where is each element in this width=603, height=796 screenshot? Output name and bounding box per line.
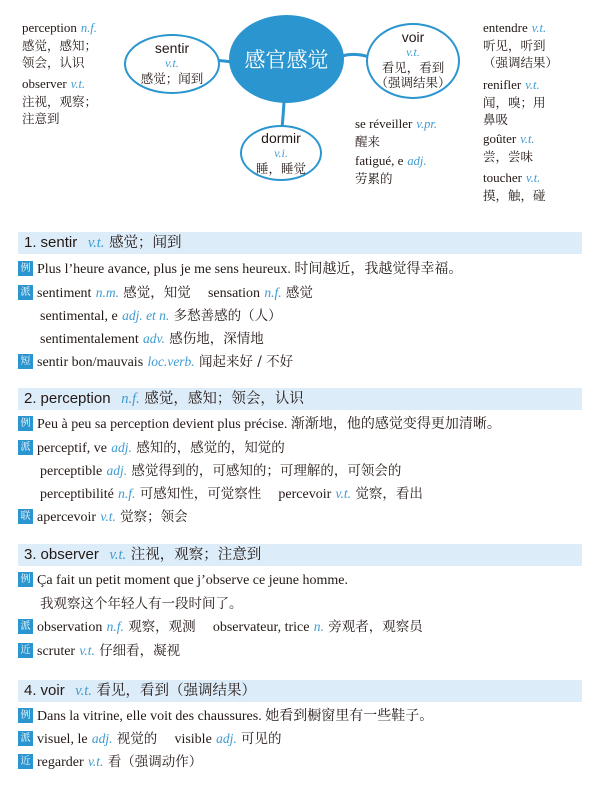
entry-word: perceptibilité [40, 487, 114, 502]
related-tag: 联 [18, 509, 33, 524]
entry-meaning: 感伤地，深情地 [169, 331, 264, 347]
note-meaning: 劳累的 [355, 171, 393, 186]
entry-word: visuel, le [37, 732, 88, 747]
derivative-line [18, 461, 603, 482]
derivative-line [18, 729, 598, 750]
note-se-reveiller [355, 115, 437, 150]
note-renifler [483, 76, 546, 128]
entry-pos: adj. [91, 731, 113, 746]
note-meaning: 醒来 [355, 134, 381, 149]
entry-meaning: 视觉的 [116, 731, 158, 747]
derivative-line [18, 306, 603, 327]
note-meaning: 鼻吸 [483, 112, 509, 127]
entry-meaning: 多愁善感的（人） [173, 308, 282, 324]
note-word: entendre [483, 20, 528, 35]
note-perception [22, 19, 97, 71]
example-line [18, 570, 598, 591]
example-text: Ça fait un petit moment que j’observe ce jeune homme. [37, 573, 349, 588]
bubble-word: dormir [261, 130, 301, 146]
section-number: 1. [24, 234, 37, 251]
section-pos: n.f. [121, 391, 140, 407]
note-meaning: 注意到 [22, 111, 60, 126]
bubble-pos: v.t. [406, 45, 420, 59]
section-number: 2. [24, 390, 37, 407]
note-meaning: 感觉，感知； [22, 38, 98, 53]
section-meaning: 感觉，感知；领会，认识 [144, 391, 304, 407]
entry-meaning: 感觉，知觉 [123, 285, 191, 301]
entry-pos: loc.verb. [147, 354, 195, 369]
example-tag: 例 [18, 572, 33, 587]
note-gouter [483, 130, 535, 165]
entry-word: apercevoir [37, 510, 97, 525]
entry-word: sentiment [37, 286, 92, 301]
bubble-word: voir [401, 29, 425, 45]
entry-word: sensation [207, 286, 261, 301]
entry-word: scruter [37, 644, 76, 659]
section-word: sentir [40, 234, 78, 251]
entry-word: sentimental, e [40, 309, 118, 324]
example-tag: 例 [18, 708, 33, 723]
entry-meaning: 感知的，感觉的，知觉的 [136, 440, 285, 456]
note-meaning: 尝，尝味 [483, 149, 534, 164]
example-text: 我观察这个年轻人有一段时间了。 [40, 596, 243, 612]
bubble-meaning: 看见，看到 [381, 60, 445, 75]
bubble-dormir [240, 125, 322, 181]
bubble-meaning: （强调结果） [375, 75, 451, 90]
note-word: se réveiller [355, 116, 413, 131]
bubble-meaning: 睡，睡觉 [255, 161, 306, 176]
entry-meaning: 看（强调动作） [107, 754, 203, 770]
note-word: perception [22, 20, 77, 35]
entry-pos: n.f. [106, 619, 124, 634]
example-line [18, 414, 598, 435]
entry-meaning: 可见的 [241, 731, 282, 747]
entry-meaning: 感觉得到的，可感知的；可理解的，可领会的 [131, 463, 402, 479]
section-header-sentir [18, 232, 582, 254]
bubble-sentir [124, 34, 220, 94]
entry-pos: n.f. [118, 486, 136, 501]
entry-word: visible [174, 732, 212, 747]
derivative-tag: 派 [18, 619, 33, 634]
entry-meaning: 仔细看，凝视 [99, 643, 181, 659]
note-word: fatigué, e [355, 153, 404, 168]
entry-meaning: 感觉 [285, 285, 313, 301]
entry-pos: adj. [216, 731, 237, 746]
mindmap-center: 感官感觉 [229, 15, 344, 103]
section-meaning: 感觉；闻到 [109, 235, 182, 251]
entry-meaning: 觉察，看出 [355, 486, 423, 502]
synonym-tag: 近 [18, 754, 33, 769]
note-pos: v.t. [70, 77, 86, 91]
note-meaning: 闻，嗅；用 [483, 95, 546, 110]
note-word: toucher [483, 170, 522, 185]
section-word: voir [40, 682, 65, 699]
entry-pos: n.m. [95, 285, 119, 300]
section-pos: v.t. [109, 547, 127, 563]
example-tag: 例 [18, 261, 33, 276]
note-pos: v.t. [525, 78, 540, 92]
example-text: Peu à peu sa perception devient plus précise. 渐渐地，他的感觉变得更加清晰。 [37, 417, 501, 432]
note-pos: v.pr. [416, 117, 437, 131]
bubble-meaning: 感觉；闻到 [140, 71, 204, 86]
note-observer [22, 75, 97, 127]
entry-pos: v.t. [335, 486, 352, 501]
section-word: perception [40, 390, 111, 407]
example-text: Plus l’heure avance, plus je me sens heureux. 时间越近，我越觉得幸福。 [37, 262, 463, 277]
related-line [18, 507, 598, 528]
section-word: observer [40, 546, 99, 563]
entry-pos: n.f. [264, 285, 282, 300]
bubble-word: sentir [154, 40, 190, 56]
note-meaning: 注视，观察； [22, 94, 98, 109]
section-meaning: 注视，观察；注意到 [130, 547, 262, 563]
note-pos: v.t. [525, 171, 541, 185]
section-number: 4. [24, 682, 37, 699]
entry-word: perceptible [40, 464, 103, 479]
section-header-observer [18, 544, 582, 566]
idiom-tag: 短 [18, 354, 33, 369]
entry-word: sentimentalement [40, 332, 139, 347]
section-number: 3. [24, 546, 37, 563]
note-meaning: 听见，听到 [483, 38, 546, 53]
synonym-tag: 近 [18, 643, 33, 658]
entry-pos: adj. [106, 463, 128, 478]
synonym-line [18, 752, 598, 773]
entry-meaning: 旁观者，观察员 [328, 619, 423, 635]
entry-pos: v.t. [87, 754, 104, 769]
note-toucher [483, 169, 546, 204]
note-pos: n.f. [80, 21, 97, 35]
note-word: goûter [483, 131, 517, 146]
synonym-line [18, 641, 598, 662]
derivative-line [18, 484, 603, 505]
entry-word: observation [37, 620, 103, 635]
entry-meaning: 觉察；领会 [120, 509, 188, 525]
bubble-pos: v.t. [165, 56, 179, 70]
example-line [18, 259, 598, 280]
note-pos: v.t. [520, 132, 535, 146]
entry-word: sentir bon/mauvais [37, 355, 144, 370]
entry-word: perceptif, ve [37, 441, 107, 456]
bubble-voir [366, 23, 460, 99]
example-tag: 例 [18, 416, 33, 431]
section-pos: v.t. [75, 683, 92, 699]
note-meaning: 摸，触，碰 [483, 188, 546, 203]
example-text: Dans la vitrine, elle voit des chaussures. 她看到橱窗里有一些鞋子。 [37, 709, 434, 724]
entry-meaning: 可感知性，可觉察性 [139, 486, 262, 502]
note-fatigue [355, 152, 426, 187]
entry-word: percevoir [278, 487, 332, 502]
note-entendre [483, 19, 558, 71]
entry-pos: v.t. [100, 509, 116, 524]
note-meaning: 领会，认识 [22, 55, 85, 70]
derivative-tag: 派 [18, 731, 33, 746]
entry-word: observateur, trice [212, 620, 310, 635]
section-meaning: 看见，看到（强调结果） [96, 683, 257, 699]
note-meaning: （强调结果） [483, 55, 559, 70]
entry-pos: n. [313, 619, 324, 634]
entry-word: regarder [37, 755, 84, 770]
derivative-tag: 派 [18, 440, 33, 455]
entry-pos: adj. et n. [122, 308, 170, 323]
note-pos: adj. [407, 154, 427, 168]
entry-pos: adv. [143, 331, 165, 346]
derivative-line [18, 617, 598, 638]
entry-meaning: 闻起来好 / 不好 [198, 354, 294, 370]
entry-pos: v.t. [79, 643, 95, 658]
note-word: observer [22, 76, 67, 91]
note-word: renifler [483, 77, 522, 92]
section-header-voir [18, 680, 582, 702]
derivative-line [18, 329, 603, 350]
entry-pos: adj. [111, 440, 132, 455]
derivative-tag: 派 [18, 285, 33, 300]
derivative-line [18, 283, 598, 304]
entry-meaning: 观察，观测 [128, 619, 196, 635]
example-translation [18, 594, 603, 614]
note-pos: v.t. [531, 21, 547, 35]
idiom-line [18, 352, 598, 373]
example-line [18, 706, 598, 727]
derivative-line [18, 438, 598, 459]
bubble-pos: v.i. [274, 146, 288, 160]
section-pos: v.t. [87, 235, 105, 251]
section-header-perception [18, 388, 582, 410]
